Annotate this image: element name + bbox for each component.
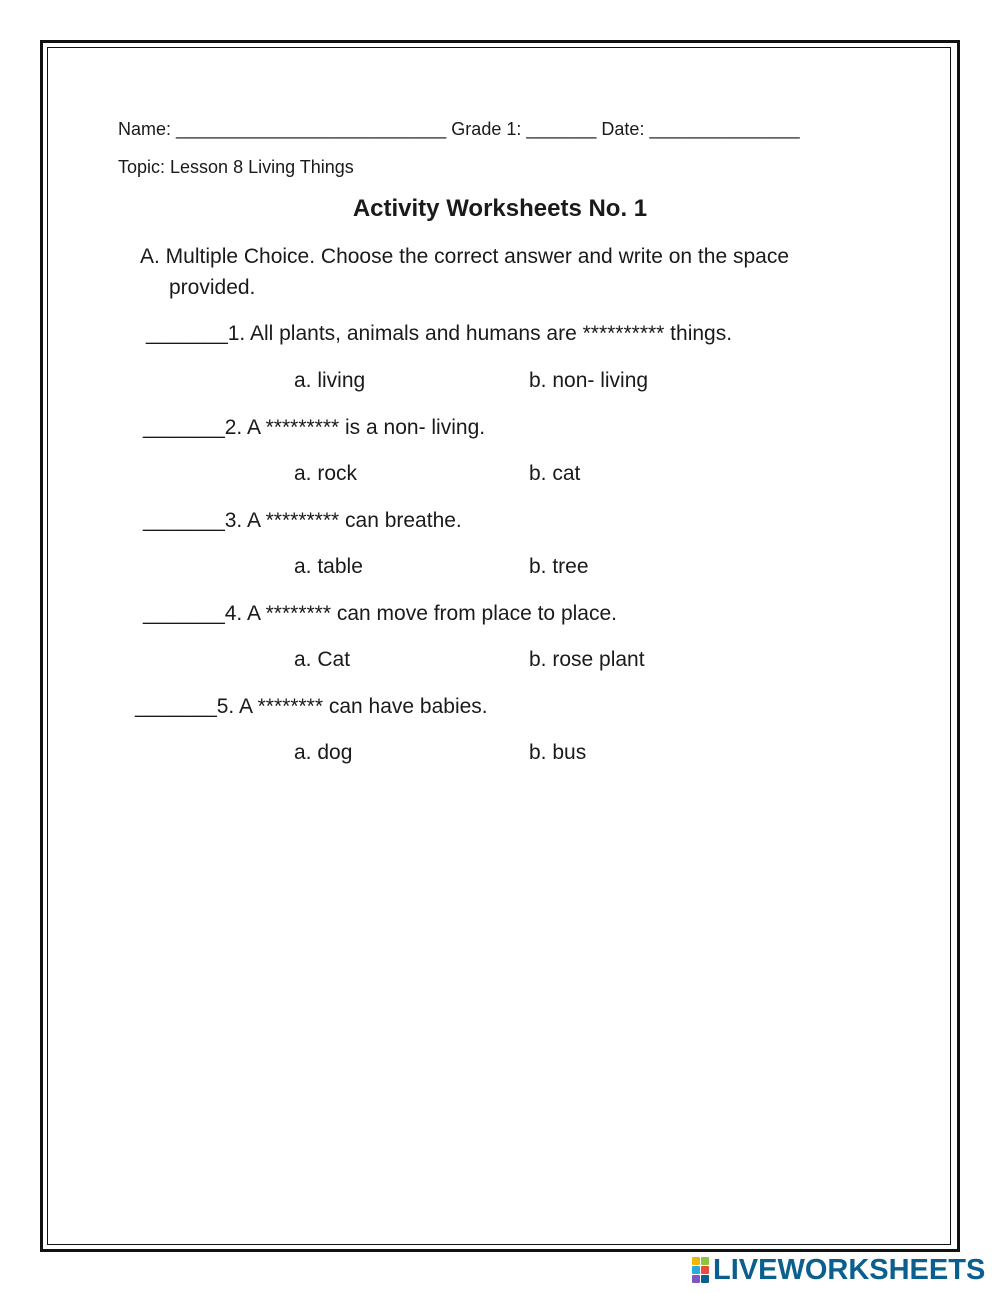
question-2-option-b: b. cat [529, 462, 581, 485]
name-grade-date-line: Name: ___________________________ Grade 1: _______ Date: _______________ [118, 119, 800, 139]
worksheet-inner-border [47, 47, 951, 1245]
question-5-option-b: b. bus [529, 741, 587, 764]
question-3-option-b: b. tree [529, 555, 589, 578]
question-5: _______5. A ******** can have babies. [135, 695, 488, 718]
question-3-option-a: a. table [294, 555, 363, 578]
logo-wordmark: LIVEWORKSHEETS [713, 1253, 986, 1286]
question-4-option-a: a. Cat [294, 648, 351, 671]
question-1: _______1. All plants, animals and humans are ********** things. [146, 322, 733, 345]
worksheet-title: Activity Worksheets No. 1 [352, 195, 648, 222]
question-4-option-b: b. rose plant [529, 648, 645, 671]
question-3: _______3. A ********* can breathe. [143, 509, 462, 532]
question-2-option-a: a. rock [294, 462, 358, 485]
question-4: _______4. A ******** can move from place to place. [143, 602, 617, 625]
topic-line: Topic: Lesson 8 Living Things [118, 157, 354, 177]
liveworksheets-logo [692, 1253, 986, 1286]
question-2: _______2. A ********* is a non- living. [143, 416, 486, 439]
instructions-line-2: provided. [169, 276, 256, 299]
instructions-line-1: A. Multiple Choice. Choose the correct answer and write on the space [140, 245, 790, 268]
question-1-option-b: b. non- living [529, 369, 649, 392]
question-5-option-a: a. dog [294, 741, 353, 764]
question-1-option-a: a. living [294, 369, 366, 392]
logo-blocks-icon [692, 1257, 709, 1283]
